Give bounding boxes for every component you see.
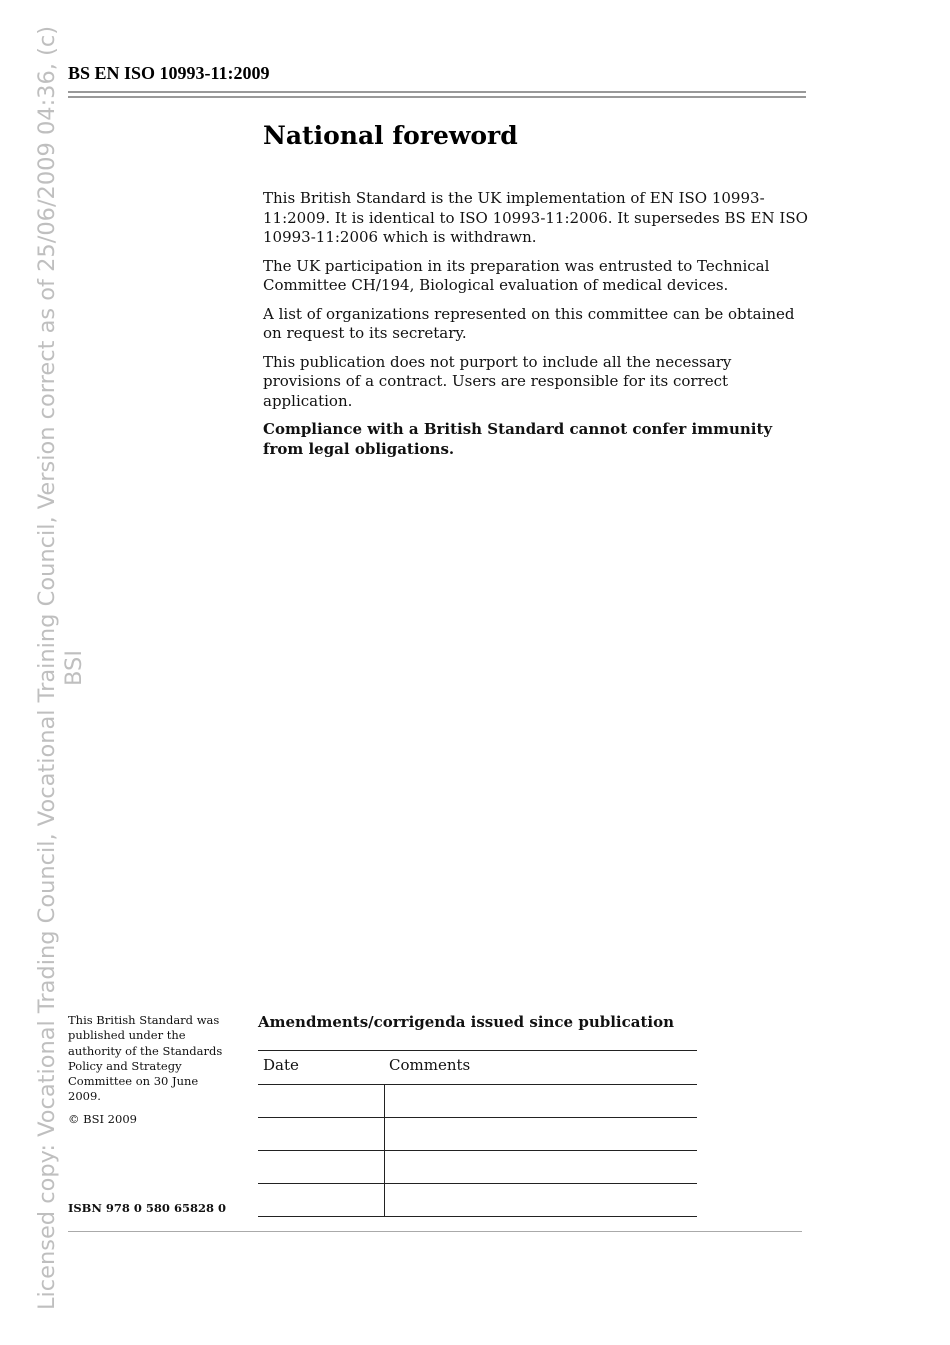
copyright-text: © BSI 2009 bbox=[68, 1111, 137, 1126]
table-row bbox=[258, 1151, 697, 1184]
foreword-body bbox=[263, 189, 808, 468]
foreword-paragraph: The UK participation in its preparation was entrusted to Technical Committee CH/194, Biological evaluation of medical devices. bbox=[263, 256, 770, 294]
table-row bbox=[258, 1118, 697, 1151]
authority-text: This British Standard was published under the authority of the Standards Policy and Strategy Committee on 30 June 2009. bbox=[68, 1013, 223, 1104]
table-row bbox=[258, 1184, 697, 1217]
column-header-date: Date bbox=[258, 1051, 384, 1085]
table-header-row bbox=[258, 1051, 697, 1085]
comments-cell bbox=[384, 1085, 697, 1118]
header-divider-secondary bbox=[68, 96, 806, 98]
table-row bbox=[258, 1085, 697, 1118]
footer-divider bbox=[68, 1231, 802, 1232]
publication-note bbox=[68, 1013, 233, 1134]
comments-cell bbox=[384, 1151, 697, 1184]
date-cell bbox=[258, 1085, 384, 1118]
amendments-table bbox=[258, 1050, 697, 1217]
comments-cell bbox=[384, 1118, 697, 1151]
compliance-note: Compliance with a British Standard cannot confer immunity from legal obligations. bbox=[263, 420, 773, 458]
license-watermark bbox=[0, 0, 87, 1345]
page-title: National foreword bbox=[263, 121, 518, 150]
standard-code: BS EN ISO 10993-11:2009 bbox=[68, 63, 270, 83]
amendments-title: Amendments/corrigenda issued since publication bbox=[258, 1013, 674, 1031]
header-divider bbox=[68, 91, 806, 93]
date-cell bbox=[258, 1151, 384, 1184]
foreword-paragraph: This publication does not purport to include all the necessary provisions of a contract. Users are responsible for its correct application. bbox=[263, 352, 732, 410]
watermark-line-2: BSI bbox=[61, 650, 87, 686]
column-header-comments: Comments bbox=[384, 1051, 697, 1085]
date-cell bbox=[258, 1118, 384, 1151]
isbn: ISBN 978 0 580 65828 0 bbox=[68, 1201, 226, 1215]
watermark-line-1: Licensed copy: Vocational Trading Council, Vocational Training Council, Version correct as of 25/06/2009 04:36, (c) bbox=[34, 25, 60, 1311]
foreword-paragraph: This British Standard is the UK implementation of EN ISO 10993-11:2009. It is identical to ISO 10993-11:2006. It supersedes BS EN ISO 10993-11:2006 which is withdrawn. bbox=[263, 189, 808, 246]
foreword-paragraph: A list of organizations represented on this committee can be obtained on request to its secretary. bbox=[263, 304, 795, 342]
date-cell bbox=[258, 1184, 384, 1217]
comments-cell bbox=[384, 1184, 697, 1217]
